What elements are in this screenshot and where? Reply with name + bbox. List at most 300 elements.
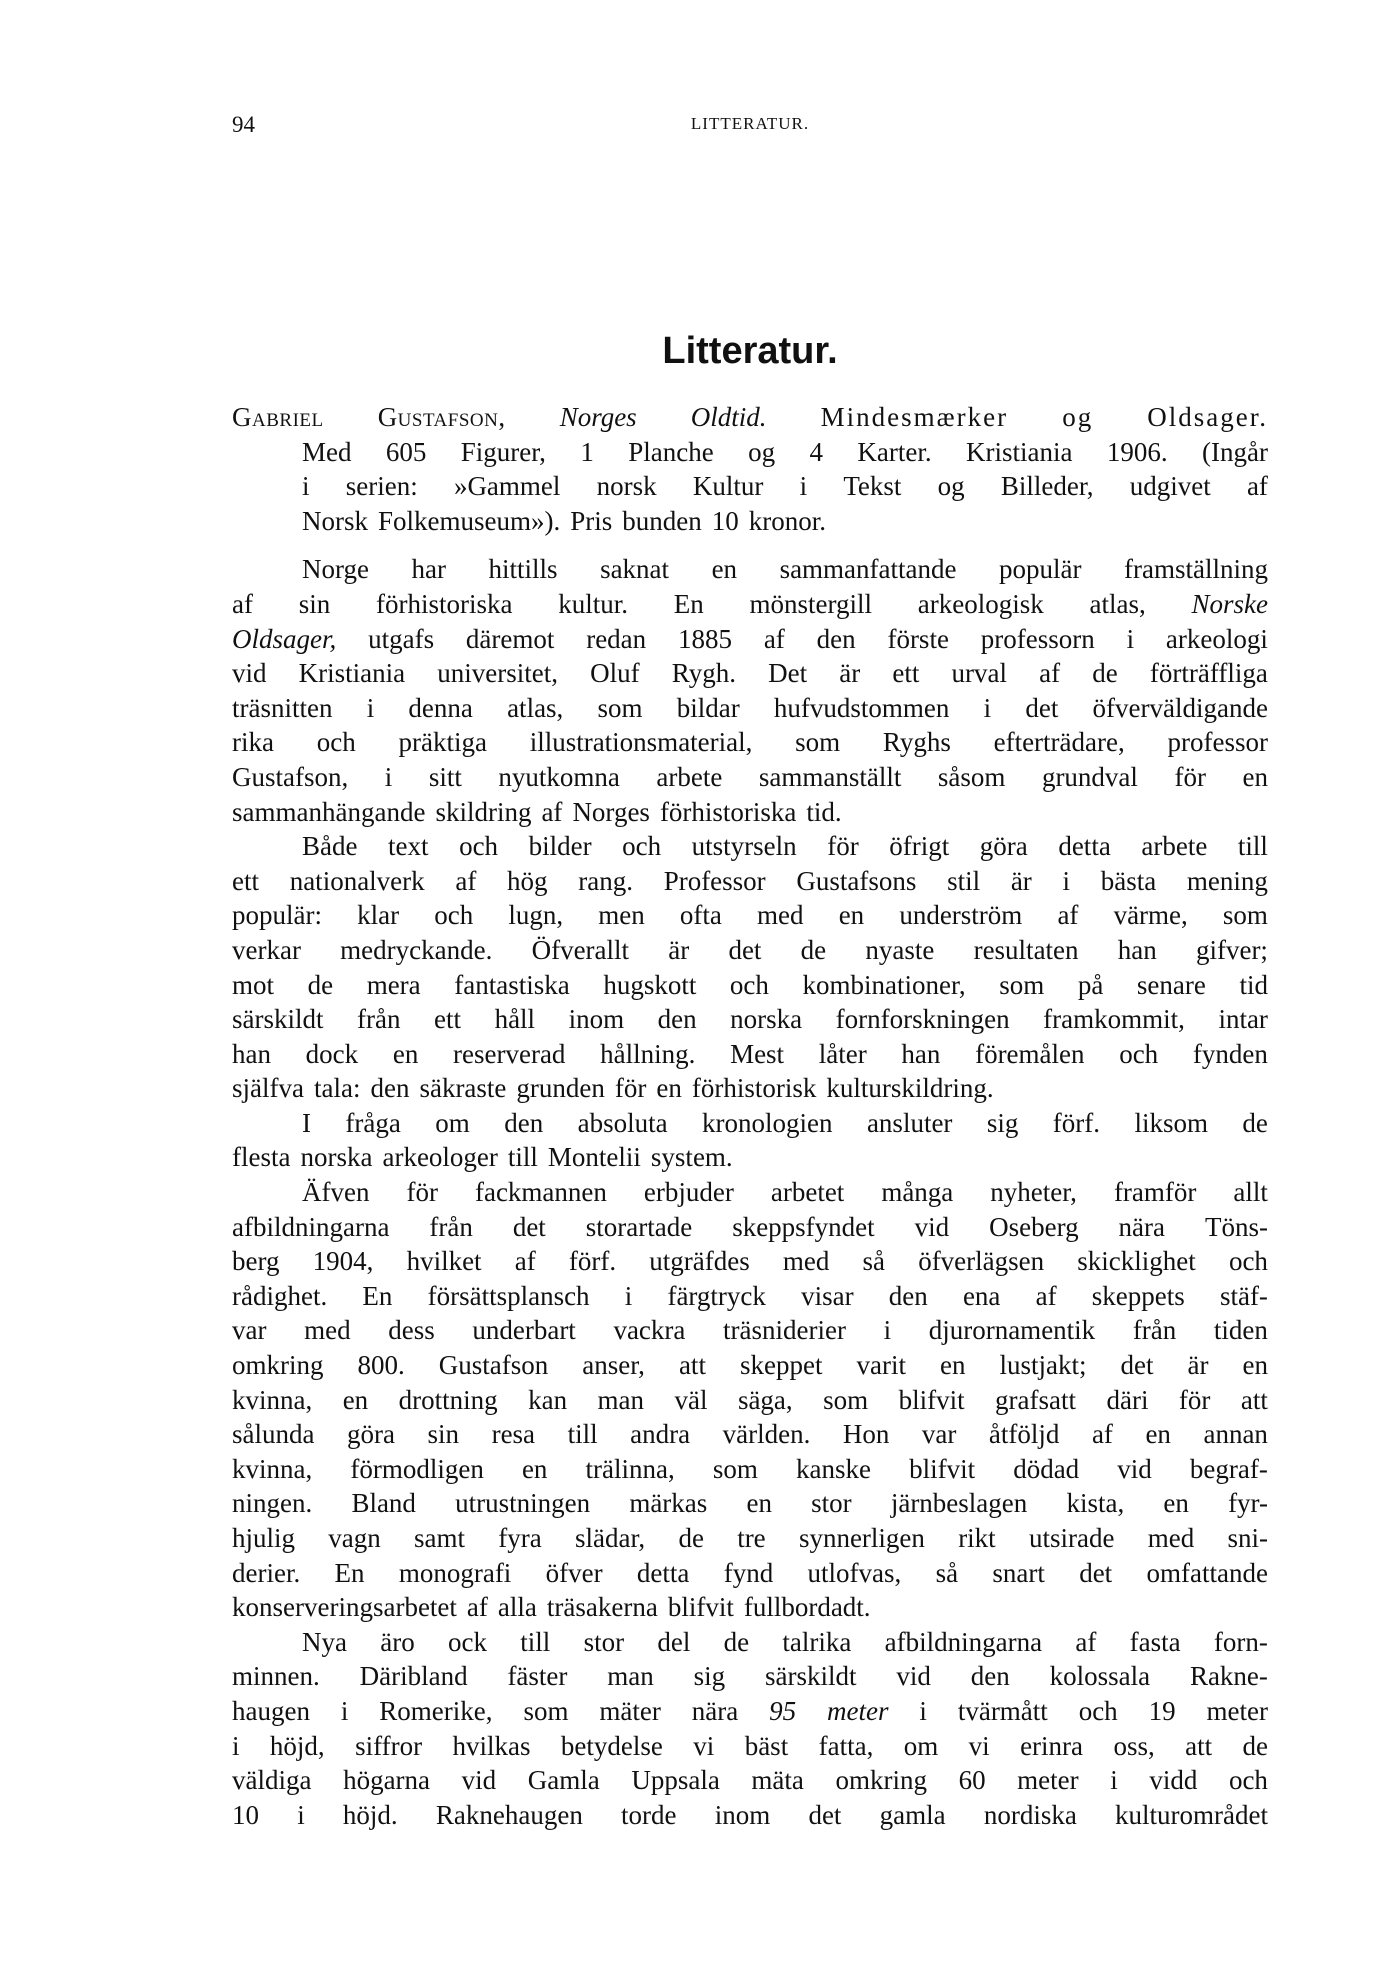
text-word: derier.: [232, 1557, 301, 1588]
text-word: och: [729, 969, 769, 1000]
text-word: Oldsager.: [1147, 402, 1268, 432]
text-line: [232, 552, 1268, 587]
text-word: som: [1222, 900, 1268, 931]
text-word: höjd,: [269, 1730, 325, 1761]
text-word: en: [746, 1488, 772, 1519]
text-word: det: [808, 1799, 842, 1830]
text-word: många: [881, 1177, 954, 1208]
text-word: som: [712, 1453, 758, 1484]
text-word: i: [1062, 865, 1071, 896]
text-word: blifvit: [667, 1592, 734, 1623]
text-word: öfrigt: [889, 831, 950, 862]
text-word: populär:: [232, 900, 322, 931]
text-word: för: [1174, 761, 1206, 792]
text-word: Oseberg: [989, 1211, 1079, 1242]
text-word: samt: [414, 1523, 466, 1553]
text-word: som: [999, 969, 1045, 1000]
text-word: Gabriel: [232, 402, 324, 432]
text-word: man: [607, 1661, 654, 1692]
text-word: meter: [1206, 1695, 1268, 1726]
text-line: [232, 1279, 1268, 1314]
text-word: kvinna,: [232, 1453, 313, 1484]
text-word: kulturområdet: [1115, 1799, 1268, 1830]
text-word: särskildt: [232, 1004, 324, 1035]
text-word: fatta,: [818, 1730, 874, 1761]
text-word: gifver;: [1195, 934, 1268, 965]
text-word: utlofvas,: [807, 1557, 902, 1588]
text-line: [232, 1037, 1268, 1072]
text-word: grafsatt: [995, 1384, 1077, 1415]
text-word: träsakerna: [546, 1592, 658, 1623]
text-word: grunden: [516, 1073, 605, 1104]
text-word: detta: [636, 1557, 690, 1588]
text-word: snart: [992, 1557, 1045, 1588]
text-word: og: [937, 471, 965, 502]
text-word: stäf-: [1219, 1280, 1268, 1311]
text-word: med: [304, 1315, 351, 1346]
text-word: Däribland: [359, 1661, 468, 1692]
text-word: öfverväldigande: [1092, 692, 1268, 723]
text-word: det: [1079, 1557, 1113, 1588]
text-word: del: [657, 1626, 691, 1657]
text-word: den: [970, 1661, 1010, 1692]
text-word: i: [799, 471, 808, 502]
text-word: visar: [801, 1280, 854, 1311]
text-word: världen.: [722, 1419, 811, 1450]
text-word: är: [839, 658, 861, 689]
text-word: till: [567, 1419, 598, 1450]
text-word: Gustafson: [438, 1350, 549, 1381]
text-word: en: [939, 1350, 966, 1381]
text-word: absoluta: [577, 1107, 668, 1138]
text-word: 10: [232, 1799, 259, 1830]
text-word: de: [1242, 1730, 1268, 1761]
text-word: fyra: [498, 1523, 542, 1553]
text-line: [232, 1729, 1268, 1764]
text-word: meter: [1017, 1765, 1079, 1796]
text-word: redan: [586, 623, 647, 654]
text-word: i: [919, 1695, 927, 1726]
text-word: ena: [962, 1280, 1001, 1311]
text-word: såsom: [937, 761, 1006, 792]
text-word: Montelii: [547, 1142, 641, 1173]
text-word: 95: [769, 1695, 797, 1726]
text-word: hittills: [488, 554, 558, 585]
text-word: en: [838, 900, 865, 931]
text-word: af: [1039, 658, 1061, 689]
text-line: [232, 1313, 1268, 1348]
text-word: En: [362, 1280, 393, 1311]
text-word: fråga: [345, 1107, 401, 1138]
text-word: rikt: [958, 1523, 996, 1553]
text-line: [232, 1556, 1268, 1591]
text-word: af: [541, 796, 563, 827]
text-word: fornforskningen: [835, 1004, 1010, 1035]
text-word: han: [1117, 934, 1157, 965]
text-word: konserveringsarbetet: [232, 1592, 457, 1623]
text-word: intar: [1218, 1004, 1268, 1035]
text-word: stor: [583, 1626, 625, 1657]
text-word: göra: [347, 1419, 395, 1450]
text-word: skeppsfyndet: [732, 1211, 875, 1242]
text-line: [232, 968, 1268, 1003]
text-word: blifvit: [898, 1384, 965, 1415]
text-word: erinra: [1020, 1730, 1084, 1761]
text-word: som: [823, 1384, 869, 1415]
text-word: Öfverallt: [531, 934, 630, 965]
text-word: i: [366, 692, 375, 723]
text-word: vid: [232, 658, 267, 689]
text-word: det: [512, 1211, 546, 1242]
text-word: göra: [979, 831, 1028, 862]
text-word: kronor.: [748, 505, 827, 536]
text-line: [232, 587, 1268, 622]
page-header: [232, 112, 1268, 142]
text-word: kombinationer,: [802, 969, 966, 1000]
text-word: Uppsala: [631, 1765, 720, 1796]
text-word: djurornamentik: [928, 1315, 1096, 1346]
text-word: Mest: [730, 1038, 785, 1069]
text-word: särskildt: [765, 1661, 857, 1692]
text-word: var: [921, 1419, 957, 1450]
text-word: en: [656, 1073, 682, 1104]
text-word: tiden: [1213, 1315, 1268, 1346]
text-word: utgafs: [368, 623, 435, 654]
text-line: [232, 1175, 1268, 1210]
text-word: kan: [528, 1384, 568, 1415]
text-word: norska: [730, 1004, 803, 1035]
text-word: man: [597, 1384, 645, 1415]
text-word: drottning: [398, 1384, 498, 1415]
text-word: håll: [494, 1004, 536, 1035]
text-word: nyheter,: [990, 1177, 1077, 1208]
text-word: og: [1062, 402, 1094, 432]
text-word: hållning.: [600, 1038, 696, 1069]
text-word: vi: [693, 1730, 715, 1761]
text-word: säkraste: [419, 1073, 507, 1104]
text-word: är: [1187, 1350, 1209, 1381]
text-word: bildar: [676, 692, 740, 723]
text-word: Rakne-: [1189, 1661, 1268, 1692]
text-word: en: [1242, 1350, 1268, 1381]
text-word: märkas: [629, 1488, 708, 1519]
text-word: rika: [232, 727, 274, 758]
text-word: säga,: [737, 1384, 793, 1415]
text-word: förmodligen: [350, 1453, 484, 1484]
text-word: utgräfdes: [649, 1246, 750, 1277]
text-word: dödad: [1013, 1453, 1080, 1484]
text-word: vid: [914, 1211, 950, 1242]
text-word: de: [723, 1626, 750, 1657]
text-word: kvinna,: [232, 1384, 313, 1415]
text-word: 1906.: [1106, 436, 1168, 467]
text-word: framkommit,: [1043, 1004, 1185, 1035]
text-word: Med: [302, 436, 352, 467]
text-word: i: [302, 471, 310, 502]
text-word: Professor: [663, 865, 766, 896]
text-word: Gustafson,: [377, 402, 506, 432]
text-word: dess: [388, 1315, 435, 1346]
text-word: kronologien: [702, 1107, 833, 1138]
text-word: Norsk: [302, 505, 368, 536]
text-word: Mindesmærker: [820, 402, 1009, 432]
text-word: alla: [497, 1592, 537, 1623]
text-word: han: [901, 1038, 941, 1069]
text-word: berg: [232, 1246, 280, 1277]
text-word: låter: [818, 1038, 867, 1069]
text-word: ett: [434, 1004, 462, 1035]
text-line: [232, 1140, 1268, 1175]
text-word: arkeologi: [1165, 623, 1268, 654]
text-word: Det: [768, 658, 808, 689]
text-word: så: [862, 1246, 886, 1277]
text-line: [232, 898, 1268, 933]
text-word: färgtryck: [667, 1280, 766, 1311]
text-word: vid: [1117, 1453, 1152, 1484]
text-word: rang.: [578, 865, 633, 896]
text-word: de: [307, 969, 334, 1000]
text-word: 60: [958, 1765, 986, 1796]
text-word: populär: [999, 554, 1082, 585]
text-word: klar: [357, 900, 400, 931]
text-line: [232, 795, 1268, 830]
article-title: Litteratur.: [662, 330, 838, 372]
text-word: mening: [1186, 865, 1268, 896]
text-word: liksom: [1134, 1107, 1208, 1138]
text-word: från: [429, 1211, 473, 1242]
text-line: [232, 400, 1268, 435]
text-word: ett: [892, 658, 920, 689]
text-word: från: [1132, 1315, 1177, 1346]
text-word: förhistorisk: [691, 1073, 817, 1104]
text-word: nordiska: [983, 1799, 1077, 1830]
text-word: udgivet: [1129, 471, 1211, 502]
text-word: resa: [491, 1419, 536, 1450]
text-word: arbete: [656, 761, 723, 792]
text-word: förträffliga: [1149, 658, 1268, 689]
text-word: lustjakt;: [999, 1350, 1087, 1381]
text-word: stil: [947, 865, 981, 896]
text-word: af: [466, 1592, 488, 1623]
text-word: fynden: [1192, 1038, 1268, 1069]
text-word: framför: [1113, 1177, 1197, 1208]
text-line: [232, 1521, 1268, 1556]
text-word: höjd.: [342, 1799, 398, 1830]
text-word: afbildningarna: [884, 1626, 1043, 1657]
text-word: norska: [300, 1142, 373, 1173]
text-word: system.: [650, 1142, 733, 1173]
text-word: bäst: [744, 1730, 789, 1761]
text-line: [232, 1625, 1268, 1660]
text-word: siffror: [355, 1730, 423, 1761]
text-word: Oldsager,: [232, 623, 337, 654]
text-word: för: [827, 831, 859, 862]
text-word: Tekst: [843, 471, 902, 502]
text-word: med: [757, 900, 804, 931]
text-word: kultur.: [558, 588, 628, 619]
text-word: medryckande.: [340, 934, 493, 965]
text-word: illustrationsmaterial,: [529, 727, 753, 758]
text-word: mäter: [599, 1695, 661, 1726]
text-word: är: [668, 934, 690, 965]
text-word: och: [316, 727, 356, 758]
text-word: hjulig: [232, 1523, 296, 1553]
text-word: kulturskildring.: [826, 1073, 994, 1104]
text-word: vid: [896, 1661, 931, 1692]
text-word: tid.: [806, 796, 842, 827]
text-word: af: [1035, 1280, 1057, 1311]
text-line: [232, 725, 1268, 760]
text-word: hugskott: [603, 969, 697, 1000]
text-word: och: [1078, 1695, 1118, 1726]
text-word: Folkemuseum»).: [378, 505, 561, 536]
text-word: mäta: [751, 1765, 804, 1796]
text-word: omkring: [232, 1350, 324, 1381]
text-word: förhistoriska: [376, 588, 513, 619]
text-word: Billeder,: [1000, 471, 1094, 502]
text-word: väl: [674, 1384, 708, 1415]
text-word: i: [340, 1695, 349, 1726]
text-word: atlas,: [507, 692, 564, 723]
text-word: atlas,: [1089, 588, 1146, 619]
text-line: [232, 469, 1268, 504]
text-word: däremot: [465, 623, 555, 654]
text-line: [232, 864, 1268, 899]
text-line: [232, 1417, 1268, 1452]
text-word: den: [888, 1280, 928, 1311]
text-word: förf.: [1052, 1107, 1101, 1138]
text-word: nyutkomna: [498, 761, 620, 792]
text-word: omfattande: [1146, 1557, 1268, 1588]
text-word: i: [297, 1799, 305, 1830]
text-word: universitet,: [437, 658, 559, 689]
text-word: hvilkas: [452, 1730, 531, 1761]
text-word: afbildningarna: [232, 1211, 390, 1242]
text-word: I: [302, 1107, 311, 1138]
text-word: vagn: [328, 1523, 381, 1553]
text-word: till: [1237, 831, 1268, 862]
text-word: öfver: [545, 1557, 603, 1588]
text-word: fasta: [1129, 1626, 1181, 1657]
text-word: kolossala: [1049, 1661, 1151, 1692]
text-word: bunden: [622, 505, 702, 536]
text-word: förste: [887, 623, 949, 654]
text-word: för: [1178, 1384, 1211, 1415]
text-word: de: [1242, 1107, 1268, 1138]
text-word: af: [1246, 471, 1268, 502]
text-word: åtföljd: [988, 1419, 1060, 1450]
text-line: [232, 1383, 1268, 1418]
text-word: det: [1025, 692, 1059, 723]
text-word: i: [983, 692, 992, 723]
text-word: i: [1126, 623, 1135, 654]
text-word: Norges: [572, 796, 650, 827]
text-word: skicklighet: [1077, 1246, 1196, 1277]
text-word: senare: [1136, 969, 1206, 1000]
text-word: präktiga: [398, 727, 487, 758]
text-word: som: [523, 1695, 569, 1726]
text-word: på: [1077, 969, 1104, 1000]
text-word: trälinna,: [585, 1453, 675, 1484]
text-word: mera: [366, 969, 421, 1000]
text-word: vidd: [1149, 1765, 1198, 1796]
text-word: resultaten: [973, 934, 1079, 965]
text-word: Romerike,: [379, 1695, 493, 1726]
text-word: Figurer,: [460, 436, 546, 467]
text-word: professor: [1167, 727, 1268, 758]
text-word: högarna: [343, 1765, 431, 1796]
text-word: och: [434, 900, 474, 931]
text-word: sammanfattande: [779, 554, 957, 585]
text-line: [232, 1452, 1268, 1487]
text-word: skeppets: [1091, 1280, 1185, 1311]
text-word: en: [1242, 761, 1268, 792]
text-word: torde: [621, 1799, 677, 1830]
text-word: Kristiania: [298, 658, 406, 689]
text-word: minnen.: [232, 1661, 320, 1692]
text-word: ansluter: [866, 1107, 953, 1138]
text-word: nationalverk: [289, 865, 425, 896]
text-word: andra: [630, 1419, 691, 1450]
text-word: i: [624, 1280, 633, 1311]
text-word: öfverlägsen: [918, 1246, 1045, 1277]
text-word: Pris: [570, 505, 613, 536]
text-word: en: [711, 554, 738, 585]
text-word: flesta: [232, 1142, 291, 1173]
text-word: underbart: [472, 1315, 576, 1346]
text-word: den: [816, 623, 856, 654]
text-word: sammanställt: [758, 761, 902, 792]
text-word: och: [1119, 1038, 1159, 1069]
text-line: [232, 691, 1268, 726]
text-line: [232, 829, 1268, 864]
text-word: rådighet.: [232, 1280, 328, 1311]
text-word: Gustafsons: [796, 865, 917, 896]
text-word: norsk: [596, 471, 657, 502]
text-word: och: [622, 831, 662, 862]
text-word: efterträdare,: [993, 727, 1125, 758]
text-word: begraf-: [1189, 1453, 1268, 1484]
text-word: af: [1091, 1419, 1113, 1450]
text-word: som: [795, 727, 841, 758]
text-word: Ryghs: [882, 727, 951, 758]
text-word: Oluf: [590, 658, 640, 689]
text-word: i: [883, 1315, 892, 1346]
text-word: 800.: [357, 1350, 405, 1381]
text-word: utrustningen: [455, 1488, 591, 1519]
text-word: grundval: [1041, 761, 1138, 792]
text-word: ofta: [679, 900, 722, 931]
text-word: Norges: [559, 402, 637, 432]
text-word: nära: [691, 1695, 739, 1726]
text-word: Karter.: [857, 436, 932, 467]
text-word: Töns-: [1204, 1211, 1268, 1242]
text-word: den: [370, 1073, 410, 1104]
text-line: [232, 435, 1268, 470]
text-word: kista,: [1066, 1488, 1125, 1519]
text-word: Gustafson,: [232, 761, 349, 792]
text-word: af: [455, 865, 477, 896]
text-word: kanske: [796, 1453, 871, 1484]
text-line: [232, 1798, 1268, 1833]
text-word: om: [435, 1107, 470, 1138]
text-word: af: [1075, 1626, 1097, 1657]
text-word: bästa: [1100, 865, 1157, 896]
text-word: urval: [951, 658, 1007, 689]
text-line: [232, 1694, 1268, 1729]
running-head: LITTERATUR.: [690, 114, 810, 133]
text-word: arbete: [1141, 831, 1208, 862]
